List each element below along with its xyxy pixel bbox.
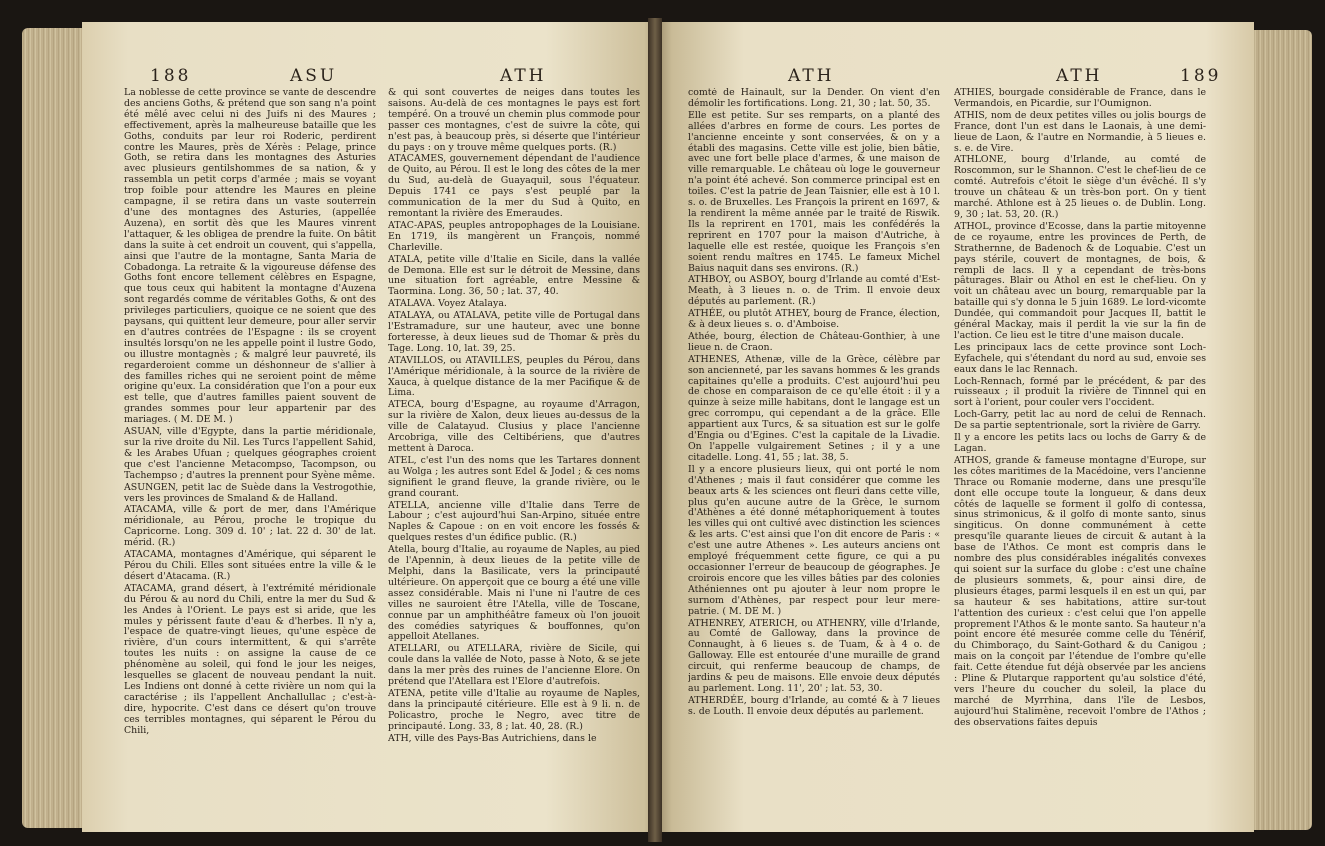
dictionary-entry: Elle est petite. Sur ses remparts, on a planté des allées d'arbres en forme de cours. Les portes de l'ancienne enceinte y sont conservées, & on y a établi des magasins. Cette ville est jolie, bien bâtie, avec une fort belle place d'armes, & une maison de ville remarquable. Le château où loge le gouverneur n'a point été achevé. Son commerce principal est en toiles. C'est la patrie de Jean Taisnier, elle est à 10 l. s. o. de Bruxelles. Les François la prirent en 1697, & la rendirent la même année par le traité de Riswik. Ils la reprirent en 1701, mais les confédérés la reprirent en 1707 pour la maison d'Autriche, à laquelle elle est restée, quoique les François s'en soient rendu maîtres en 1745. Le fameux Michel Baius naquit dans ses environs. (R.) bbox=[688, 109, 940, 274]
dictionary-entry: ATELLARI, ou ATELLARA, rivière de Sicile, qui coule dans la vallée de Noto, passe à Noto, & se jete dans la mer près des ruines de l'ancienne Elore. On prétend que l'Atellara est l'Elore d'autrefois. bbox=[388, 643, 640, 688]
right-page bbox=[654, 22, 1254, 832]
dictionary-entry: ATELLA, ancienne ville d'Italie dans Terre de Labour ; c'est aujourd'hui San-Arpino, située entre Naples & Capoue : on en voit encore les fossés & quelques restes d'un édifice public. (R.) bbox=[388, 499, 640, 544]
dictionary-entry: ATHÉE, ou plutôt ATHEY, bourg de France, élection, & à deux lieues s. o. d'Amboise. bbox=[688, 308, 940, 331]
dictionary-entry: Athée, bourg, élection de Château-Gonthier, à une lieue n. de Craon. bbox=[688, 330, 940, 353]
dictionary-entry: ATACAMES, gouvernement dépendant de l'audience de Quito, au Pérou. Il est le long des côtes de la mer du Sud, au-delà de Guayaquil, sous l'équateur. Depuis 1741 ce pays s'est peuplé par la communication de la mer du Sud à Quito, en remontant la rivière des Emeraudes. bbox=[388, 153, 640, 219]
right-column-2 bbox=[954, 88, 1206, 828]
left-column-2 bbox=[388, 88, 640, 828]
dictionary-entry: ATACAMA, grand désert, à l'extrémité méridionale du Pérou & au nord du Chili, entre la mer du Sud & les Andes à l'Orient. Le pays est si aride, que les mules y périssent faute d'eau & d'herbes. Il n'y a, l'espace de quatre-vingt lieues, qu'une espèce de rivière, d'un cours intermittent, & qui s'arrête toutes les nuits : on assigne la cause de ce phénomène au soleil, qui fond le jour les neiges, lesquelles se glacent de nouveau pendant la nuit. Les Indiens ont donné à cette rivière un nom qui la caractérise ; ils l'appellent Anchallullac ; c'est-à-dire, hypocrite. C'est dans ce désert qu'on trouve ces terribles montagnes, qui séparent le Pérou du Chili, bbox=[124, 582, 376, 736]
dictionary-entry: ATHOL, province d'Ecosse, dans la partie mitoyenne de ce royaume, entre les provinces de Perth, de Strathernne, de Badenoch & de Loquabie. C'est un pays stérile, couvert de montagnes, de bois, & rempli de lacs. Il y a cependant de très-bons pâturages. Blair ou Athol en est le chef-lieu. On y voit un château avec un bourg, remarquable par la bataille qui s'y donna le 5 juin 1689. Le lord-vicomte Dundée, qui commandoit pour Jacques II, battit le général Mackay, mais il perdit la vie sur la fin de l'action. Ce lieu est le titre d'une maison ducale. bbox=[954, 220, 1206, 341]
page-number: 188 bbox=[150, 66, 192, 86]
right-column-1 bbox=[688, 88, 940, 828]
dictionary-entry: Atella, bourg d'Italie, au royaume de Naples, au pied de l'Apennin, à deux lieues de la petite ville de Melphi, dans la Basilicate, vers la principauté ultérieure. On apperçoit que ce bourg a été une ville assez considérable. Mais ni l'une ni l'autre de ces villes ne sauroient être l'Atella, ville de Toscane, connue par un amphithéâtre fameux où l'on jouoit des comédies satyriques & bouffonnes, qu'on appelloit Atellanes. bbox=[388, 544, 640, 643]
dictionary-entry: ATENA, petite ville d'Italie au royaume de Naples, dans la principauté citérieure. Elle est à 9 li. n. de Policastro, proche le Negro, avec titre de principauté. Long. 33, 8 ; lat. 40, 28. (R.) bbox=[388, 687, 640, 732]
dictionary-entry: Loch-Garry, petit lac au nord de celui de Rennach. De sa partie septentrionale, sort la rivière de Garry. bbox=[954, 409, 1206, 432]
header-left: ATH bbox=[788, 66, 835, 86]
open-book bbox=[22, 18, 1312, 842]
dictionary-entry: ATAC-APAS, peuples antropophages de la Louisiane. En 1719, ils mangèrent un François, nommé Charleville. bbox=[388, 219, 640, 253]
dictionary-entry: ATACAMA, montagnes d'Amérique, qui séparent le Pérou du Chili. Elles sont situées entre la ville & le désert d'Atacama. (R.) bbox=[124, 549, 376, 582]
dictionary-entry: ATHERDÉE, bourg d'Irlande, au comté & à 7 lieues s. de Louth. Il envoie deux députés au parlement. bbox=[688, 694, 940, 717]
dictionary-entry: ATAVILLOS, ou ATAVILLES, peuples du Pérou, dans l'Amérique méridionale, à la source de la rivière de Xauca, à quelque distance de la mer Pacifique & de Lima. bbox=[388, 354, 640, 399]
dictionary-entry: ATHOS, grande & fameuse montagne d'Europe, sur les côtes maritimes de la Macédoine, vers l'ancienne Thrace ou Romanie moderne, dans une presqu'île dont elle occupe toute la longueur, & dans deux côtés de laquelle se forment il golfo di contessa, sinus strimonicus, & il golfo di monte santo, sinus singiticus. On donne communément à cette presqu'île quarante lieues de circuit & autant à la base de l'Athos. Ce mont est compris dans le nombre des plus considérables inégalités convexes qui soient sur la surface du globe : c'est une chaîne de plusieurs sommets, &, pour ainsi dire, de plusieurs étages, parmi lesquels il en est un qui, par sa hauteur & ses habitations, attire sur-tout l'attention des curieux : c'est celui que l'on appelle proprement l'Athos & le monte santo. Sa hauteur n'a point encore été mesurée comme celle du Ténérif, du Chimboraço, du Saint-Gothard & du Canigou ; mais on la conçoit par l'étendue de l'ombre qu'elle fait. Cette étendue fut déjà observée par les anciens : Pline & Plutarque rapportent qu'au solstice d'été, vers l'heure du coucher du soleil, la place du marché de Myrrhina, dans l'île de Lesbos, aujourd'hui Stalimène, recevoit l'ombre de l'Athos ; des observations faites depuis bbox=[954, 454, 1206, 728]
dictionary-entry: ATALAYA, ou ATALAVA, petite ville de Portugal dans l'Estramadure, sur une hauteur, avec une bonne forteresse, à deux lieues sud de Thomar & près du Tage. Long. 10, lat. 39, 25. bbox=[388, 310, 640, 354]
dictionary-entry: Il y a encore plusieurs lieux, qui ont porté le nom d'Athenes ; mais il faut considérer que comme les beaux arts & les sciences ont fleuri dans cette ville, plus qu'en aucune autre de la Grèce, le surnom d'Athènes a été donné métaphoriquement à toutes les villes qui ont cultivé avec distinction les sciences & les arts. C'est ainsi que l'on dit encore de Paris : « c'est une autre Athenes ». Les auteurs anciens ont employé fréquemment cette figure, ce qui a pu occasionner l'erreur de beaucoup de géographes. Je croirois encore que les villes bâties par des colonies Athéniennes ont pu ajouter à leur nom propre le surnom d'Athènes, par respect pour leur mere-patrie. ( M. DE M. ) bbox=[688, 463, 940, 617]
dictionary-entry: Il y a encore les petits lacs ou lochs de Garry & de Lagan. bbox=[954, 432, 1206, 454]
dictionary-entry: ATHENREY, ATERICH, ou ATHENRY, ville d'Irlande, au Comté de Galloway, dans la province de Connaught, à 6 lieues s. de Tuam, & à 4 o. de Galloway. Elle est entourée d'une muraille de grand circuit, qui renferme beaucoup de champs, de jardins & peu de maisons. Elle envoie deux députés au parlement. Long. 11', 20' ; lat. 53, 30. bbox=[688, 617, 940, 694]
left-page bbox=[82, 22, 662, 832]
dictionary-entry: La noblesse de cette province se vante de descendre des anciens Goths, & prétend que son sang n'a point été mêlé avec celui ni des Juifs ni des Maures ; effectivement, après la malheureuse bataille que les Goths, conduits par leur roi Roderic, perdirent contre les Maures, près de Xérès : Pelage, prince Goth, se retira dans les montagnes des Asturies avec plusieurs gentilshommes de sa nation, & y rassembla un petit corps d'armée ; mais se voyant trop foible pour attendre les Maures en pleine campagne, il se retira dans un vaste souterrein d'une des montagnes des Asturies, (appellée Auzena), en sortit dès que les Maures vinrent l'attaquer, & les obligea de prendre la fuite. On bâtit dans la suite à cet endroit un couvent, qui s'appella, ainsi que l'autre de la montagne, Santa Maria de Cobadonga. La retraite & la vigoureuse défense des Goths font encore tellement célèbres en Espagne, que tous ceux qui habitent la montagne d'Auzena sont regardés comme de véritables Goths, & ont des privileges particuliers, quoique ce ne soient que des paysans, qui quittent leur demeure, pour aller servir en d'autres contrées de l'Espagne : ils se croyent insultés lorsqu'on ne les appelle point il lustre Godo, ou illustre montagnès ; & malgré leur pauvreté, ils regarderoient comme un déshonneur de s'allier à des familles riches qui ne seroient point de même origine qu'eux. La considération que l'on a pour eux est telle, que d'autres familles paient souvent de grandes sommes pour leur appartenir par des mariages. ( M. DE M. ) bbox=[124, 88, 376, 426]
dictionary-entry: ATHBOY, ou ASBOY, bourg d'Irlande au comté d'Est-Meath, à 3 lieues n. o. de Trim. Il envoie deux députés au parlement. (R.) bbox=[688, 274, 940, 308]
left-column-1 bbox=[124, 88, 376, 828]
dictionary-entry: ATALAVA. Voyez Atalaya. bbox=[388, 298, 507, 310]
header-left: ASU bbox=[290, 66, 338, 86]
dictionary-entry: ATEL, c'est l'un des noms que les Tartares donnent au Wolga ; les autres sont Edel & Jodel ; & ces noms signifient le grand fleuve, la grande rivière, ou le grand courant. bbox=[388, 454, 640, 499]
dictionary-entry: ATALA, petite ville d'Italie en Sicile, dans la vallée de Demona. Elle est sur le détroit de Messine, dans une situation fort agréable, entre Messine & Taormina. Long. 36, 50 ; lat. 37, 40. bbox=[388, 253, 640, 298]
dictionary-entry: ATHLONE, bourg d'Irlande, au comté de Roscommon, sur le Shannon. C'est le chef-lieu de ce comté. Autrefois c'étoit le siège d'un évêché. Il s'y trouve un château & un très-bon port. On y tient marché. Athlone est à 25 lieues o. de Dublin. Long. 9, 30 ; lat. 53, 20. (R.) bbox=[954, 154, 1206, 220]
dictionary-entry: ATHENES, Athenæ, ville de la Grèce, célèbre par son ancienneté, par les savans hommes & les grands capitaines qu'elle a produits. C'est aujourd'hui peu de chose en comparaison de ce qu'elle étoit : il y a quinze à seize mille habitans, dont le langage est un grec corrompu, qui cependant a de la grâce. Elle appartient aux Turcs, & sa situation est sur le golfe d'Engia ou d'Egines. C'est la capitale de la Livadie. On l'appelle vulgairement Setines ; il y a une citadelle. Long. 41, 55 ; lat. 38, 5. bbox=[688, 353, 940, 463]
page-number: 189 bbox=[1180, 66, 1222, 86]
dictionary-entry: & qui sont couvertes de neiges dans toutes les saisons. Au-delà de ces montagnes le pays est fort tempéré. On a trouvé un chemin plus commode pour passer ces montagnes, c'est de suivre la côte, qui n'est pas, à beaucoup près, si déserte que l'intérieur du pays : on y trouve même quelques ports. (R.) bbox=[388, 88, 640, 153]
dictionary-entry: ATH, ville des Pays-Bas Autrichiens, dans le bbox=[388, 732, 597, 744]
dictionary-entry: Loch-Rennach, formé par le précédent, & par des ruisseaux ; il produit la rivière de Tinnnel qui en sort à l'orient, pour couler vers l'occident. bbox=[954, 375, 1206, 409]
page-edges-right bbox=[1252, 30, 1312, 830]
dictionary-entry: ASUNGEN, petit lac de Suède dans la Vestrogothie, vers les provinces de Smaland & de Halland. bbox=[124, 481, 376, 504]
dictionary-entry: Les principaux lacs de cette province sont Loch-Eyfachele, qui s'étendant du nord au sud, envoie ses eaux dans le lac Rennach. bbox=[954, 341, 1206, 375]
dictionary-entry: comté de Hainault, sur la Dender. On vient d'en démolir les fortifications. Long. 21, 30 ; lat. 50, 35. bbox=[688, 88, 940, 109]
dictionary-entry: ATHIS, nom de deux petites villes ou jolis bourgs de France, dont l'un est dans le Laonais, à une demi-lieue de Laon, & l'autre en Normandie, à 5 lieues e. s. e. de Vire. bbox=[954, 109, 1206, 154]
dictionary-entry: ATACAMA, ville & port de mer, dans l'Amérique méridionale, au Pérou, proche le tropique du Capricorne. Long. 309 d. 10' ; lat. 22 d. 30' de lat. mérid. (R.) bbox=[124, 504, 376, 549]
dictionary-entry: ATHIES, bourgade considérable de France, dans le Vermandois, en Picardie, sur l'Oumignon. bbox=[954, 88, 1206, 109]
dictionary-entry: ASUAN, ville d'Egypte, dans la partie méridionale, sur la rive droite du Nil. Les Turcs l'appellent Sahid, & les Arabes Ufuan ; quelques géographes croient que c'est l'ancienne Metacompso, Tacompson, ou Tachempso ; d'autres la prennent pour Syène même. bbox=[124, 426, 376, 481]
book-gutter bbox=[648, 18, 662, 842]
header-right: ATH bbox=[1056, 66, 1103, 86]
dictionary-entry: ATECA, bourg d'Espagne, au royaume d'Arragon, sur la rivière de Xalon, deux lieues au-dessus de la ville de Calatayud. Clusius y place l'ancienne Arcobriga, ville des Celtibériens, que d'autres mettent à Daroca. bbox=[388, 399, 640, 454]
header-right: ATH bbox=[500, 66, 547, 86]
